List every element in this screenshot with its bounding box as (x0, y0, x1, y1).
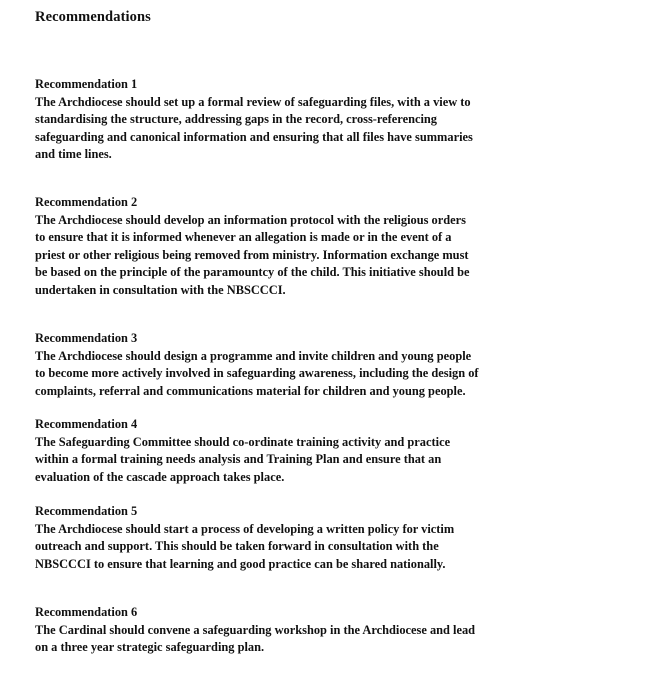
recommendation-body: The Archdiocese should develop an information protocol with the religious orders to ensure that it is informed whenever an allegation is made or in the event of a priest or other religious being removed from ministry. Information exchange must be based on the principle of the paramountcy of the child. This initiative should be undertaken in consultation with the NBSCCCI. (35, 212, 470, 297)
recommendation-body: The Archdiocese should design a programme and invite children and young people to become more actively involved in safeguarding awareness, including the design of complaints, referral and communications material for children and young people. (35, 348, 479, 398)
recommendation-heading: Recommendation 4 (35, 417, 138, 431)
recommendation-heading: Recommendation 1 (35, 77, 138, 91)
recommendation-heading: Recommendation 5 (35, 504, 138, 518)
recommendation-body: The Safeguarding Committee should co-ordinate training activity and practice within a formal training needs analysis and Training Plan and ensure that an evaluation of the cascade approach takes place. (35, 434, 451, 484)
recommendation-block (35, 604, 620, 657)
recommendation-heading: Recommendation 2 (35, 195, 138, 209)
recommendation-body: The Archdiocese should set up a formal review of safeguarding files, with a view to standardising the structure, addressing gaps in the record, cross-referencing safeguarding and canonical information and ensuring that all files have summaries and time lines. (35, 94, 473, 162)
recommendation-block (35, 194, 620, 300)
recommendation-block (35, 503, 620, 573)
recommendation-block (35, 416, 620, 486)
page-title: Recommendations (35, 9, 151, 25)
recommendation-body: The Archdiocese should start a process of developing a written policy for victim outreach and support. This should be taken forward in consultation with the NBSCCCI to ensure that learning and good practice can be shared nationally. (35, 521, 455, 571)
recommendation-body: The Cardinal should convene a safeguarding workshop in the Archdiocese and lead on a three year strategic safeguarding plan. (35, 622, 476, 655)
recommendation-block (35, 76, 620, 164)
recommendation-heading: Recommendation 6 (35, 605, 138, 619)
recommendation-block (35, 330, 620, 400)
recommendation-heading: Recommendation 3 (35, 331, 138, 345)
